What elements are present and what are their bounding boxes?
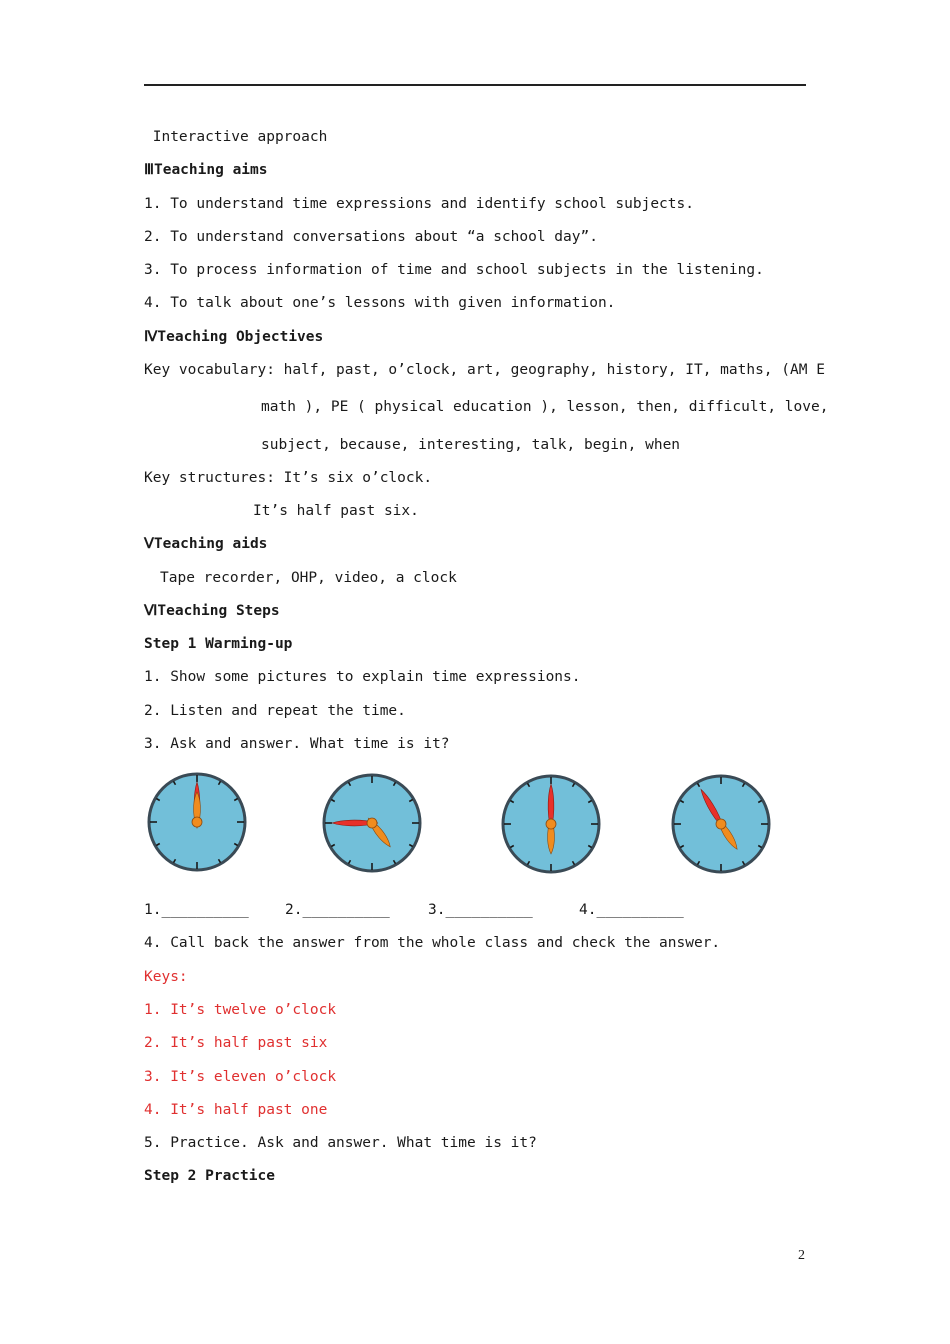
aids-heading: ⅤTeaching aids [144, 536, 268, 552]
answer-blank[interactable]: 3.__________ [428, 902, 533, 918]
step-item: 1. Show some pictures to explain time expressions. [144, 669, 581, 685]
structures-line: Key structures: It’s six o’clock. [144, 470, 433, 486]
clock-pin [192, 817, 202, 827]
structures-line: It’s half past six. [253, 503, 419, 519]
vocab-line: subject, because, interesting, talk, begin, when [261, 437, 681, 453]
step-item: 4. Call back the answer from the whole class and check the answer. [144, 935, 721, 951]
key-item: 1. It’s twelve o’clock [144, 1002, 337, 1018]
clock-3 [499, 769, 603, 879]
aim-item: 3. To process information of time and school subjects in the listening. [144, 262, 764, 278]
intro-line: Interactive approach [144, 129, 328, 145]
key-item: 2. It’s half past six [144, 1035, 328, 1051]
clock-pin [546, 819, 556, 829]
clock-pin [367, 818, 377, 828]
clock-2 [320, 768, 424, 878]
steps-heading: ⅥTeaching Steps [144, 603, 280, 619]
step1-heading: Step 1 Warming-up [144, 636, 293, 652]
aims-heading: ⅢTeaching aims [144, 162, 268, 178]
vocab-line: Key vocabulary: half, past, o’clock, art, geography, history, IT, maths, (AM E [144, 362, 825, 378]
step-item: 5. Practice. Ask and answer. What time is it? [144, 1135, 537, 1151]
aids-text: Tape recorder, OHP, video, a clock [160, 570, 457, 586]
step2-heading: Step 2 Practice [144, 1168, 275, 1184]
answer-blank[interactable]: 1.__________ [144, 902, 249, 918]
page-number: 2 [798, 1248, 805, 1263]
key-item: 3. It’s eleven o’clock [144, 1069, 337, 1085]
aim-item: 4. To talk about one’s lessons with given information. [144, 295, 616, 311]
key-item: 4. It’s half past one [144, 1102, 328, 1118]
objectives-heading: ⅣTeaching Objectives [144, 329, 324, 345]
step-item: 3. Ask and answer. What time is it? [144, 736, 450, 752]
keys-label: Keys: [144, 969, 188, 985]
step-item: 2. Listen and repeat the time. [144, 703, 406, 719]
answer-blank[interactable]: 4.__________ [579, 902, 684, 918]
aim-item: 1. To understand time expressions and identify school subjects. [144, 196, 694, 212]
clock-4 [669, 771, 773, 877]
answer-blank[interactable]: 2.__________ [285, 902, 390, 918]
clock-1 [145, 767, 249, 877]
clock-pin [716, 819, 726, 829]
header-rule [144, 84, 806, 86]
vocab-line: math ), PE ( physical education ), lesson, then, difficult, love, [261, 399, 829, 415]
aim-item: 2. To understand conversations about “a school day”. [144, 229, 598, 245]
